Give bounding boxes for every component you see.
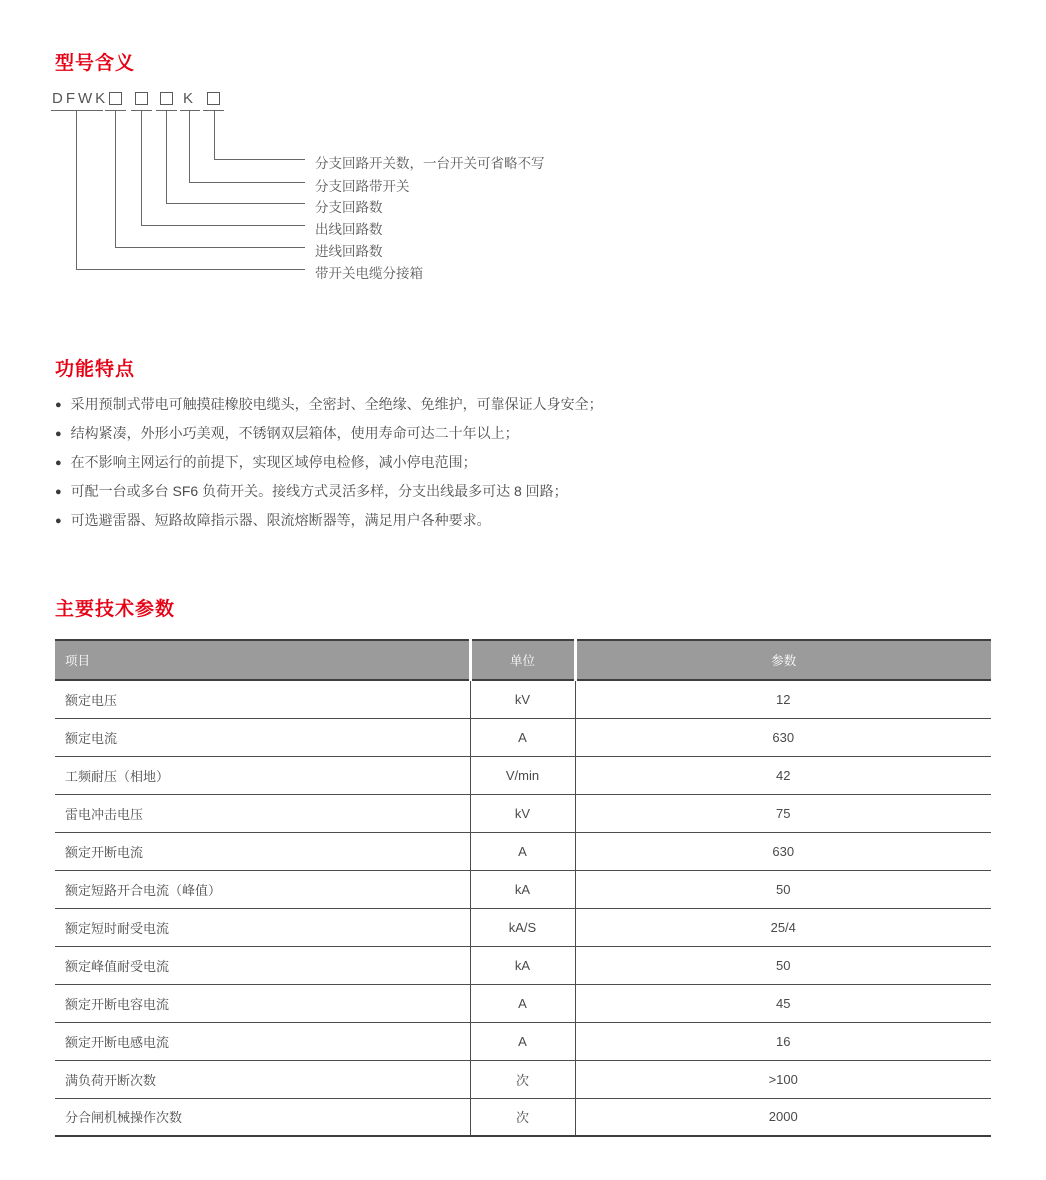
param-unit: 次 — [470, 1060, 575, 1098]
param-value: 25/4 — [575, 908, 991, 946]
feature-list — [55, 390, 603, 535]
table-row — [55, 870, 991, 908]
table-header-row — [55, 640, 991, 680]
param-unit: A — [470, 984, 575, 1022]
table-row — [55, 680, 991, 718]
param-name: 分合闸机械操作次数 — [55, 1098, 470, 1136]
header-unit: 单位 — [470, 640, 575, 680]
table-row — [55, 756, 991, 794]
tech-params-table — [55, 639, 991, 1137]
param-name: 额定电流 — [55, 718, 470, 756]
table-row — [55, 908, 991, 946]
table-row — [55, 718, 991, 756]
feature-item — [55, 390, 603, 419]
model-part-label: 分支回路开关数，一台开关可省略不写 — [315, 156, 545, 171]
model-part-label: 出线回路数 — [315, 222, 383, 237]
model-digit-box — [207, 92, 220, 105]
model-part-label: 进线回路数 — [315, 244, 383, 259]
section-title-model-meaning: 型号含义 — [55, 53, 136, 74]
param-unit: A — [470, 718, 575, 756]
param-value: 75 — [575, 794, 991, 832]
bullet-icon: ● — [55, 457, 62, 469]
param-value: 50 — [575, 870, 991, 908]
section-title-features: 功能特点 — [55, 359, 136, 380]
param-unit: 次 — [470, 1098, 575, 1136]
model-switch-letter: K — [183, 90, 194, 107]
param-unit: A — [470, 1022, 575, 1060]
param-name: 额定开断电容电流 — [55, 984, 470, 1022]
feature-text: 结构紧凑，外形小巧美观，不锈钢双层箱体，使用寿命可达二十年以上； — [70, 425, 519, 441]
param-name: 额定峰值耐受电流 — [55, 946, 470, 984]
header-item: 项目 — [55, 640, 470, 680]
param-name: 额定短时耐受电流 — [55, 908, 470, 946]
header-value: 参数 — [575, 640, 991, 680]
model-digit-box — [160, 92, 173, 105]
table-row — [55, 1098, 991, 1136]
bullet-icon: ● — [55, 515, 62, 527]
bullet-icon: ● — [55, 486, 62, 498]
feature-text: 采用预制式带电可触摸硅橡胶电缆头，全密封、全绝缘、免维护，可靠保证人身安全； — [70, 396, 603, 412]
model-digit-box — [109, 92, 122, 105]
model-number-diagram — [52, 90, 812, 300]
param-name: 额定开断电流 — [55, 832, 470, 870]
feature-item — [55, 448, 603, 477]
param-value: 2000 — [575, 1098, 991, 1136]
model-part-label: 带开关电缆分接箱 — [315, 266, 423, 281]
feature-text: 可配一台或多台 SF6 负荷开关。接线方式灵活多样，分支出线最多可达 8 回路； — [70, 483, 568, 499]
param-unit: V/min — [470, 756, 575, 794]
model-prefix-text: DFWK — [52, 90, 109, 107]
feature-item — [55, 419, 603, 448]
bullet-icon: ● — [55, 399, 62, 411]
param-unit: kA — [470, 946, 575, 984]
param-name: 额定短路开合电流（峰值） — [55, 870, 470, 908]
feature-item — [55, 506, 603, 535]
param-unit: kA — [470, 870, 575, 908]
feature-item — [55, 477, 603, 506]
connector-line — [76, 110, 305, 270]
param-value: 50 — [575, 946, 991, 984]
table-row — [55, 984, 991, 1022]
table-row — [55, 946, 991, 984]
table-row — [55, 794, 991, 832]
table-row — [55, 1060, 991, 1098]
param-value: 45 — [575, 984, 991, 1022]
section-title-tech-params: 主要技术参数 — [55, 599, 176, 620]
param-unit: A — [470, 832, 575, 870]
feature-text: 可选避雷器、短路故障指示器、限流熔断器等，满足用户各种要求。 — [70, 512, 491, 528]
bullet-icon: ● — [55, 428, 62, 440]
param-name: 工频耐压（相地） — [55, 756, 470, 794]
table-row — [55, 1022, 991, 1060]
model-part-label: 分支回路数 — [315, 200, 383, 215]
param-value: 16 — [575, 1022, 991, 1060]
table-row — [55, 832, 991, 870]
param-value: 42 — [575, 756, 991, 794]
param-name: 满负荷开断次数 — [55, 1060, 470, 1098]
model-part-label: 分支回路带开关 — [315, 179, 410, 194]
param-value: 630 — [575, 832, 991, 870]
param-name: 雷电冲击电压 — [55, 794, 470, 832]
param-unit: kV — [470, 794, 575, 832]
param-unit: kV — [470, 680, 575, 718]
param-value: 630 — [575, 718, 991, 756]
param-unit: kA/S — [470, 908, 575, 946]
feature-text: 在不影响主网运行的前提下，实现区域停电检修，减小停电范围； — [70, 454, 477, 470]
param-value: >100 — [575, 1060, 991, 1098]
model-digit-box — [135, 92, 148, 105]
param-name: 额定开断电感电流 — [55, 1022, 470, 1060]
param-value: 12 — [575, 680, 991, 718]
param-name: 额定电压 — [65, 692, 118, 708]
